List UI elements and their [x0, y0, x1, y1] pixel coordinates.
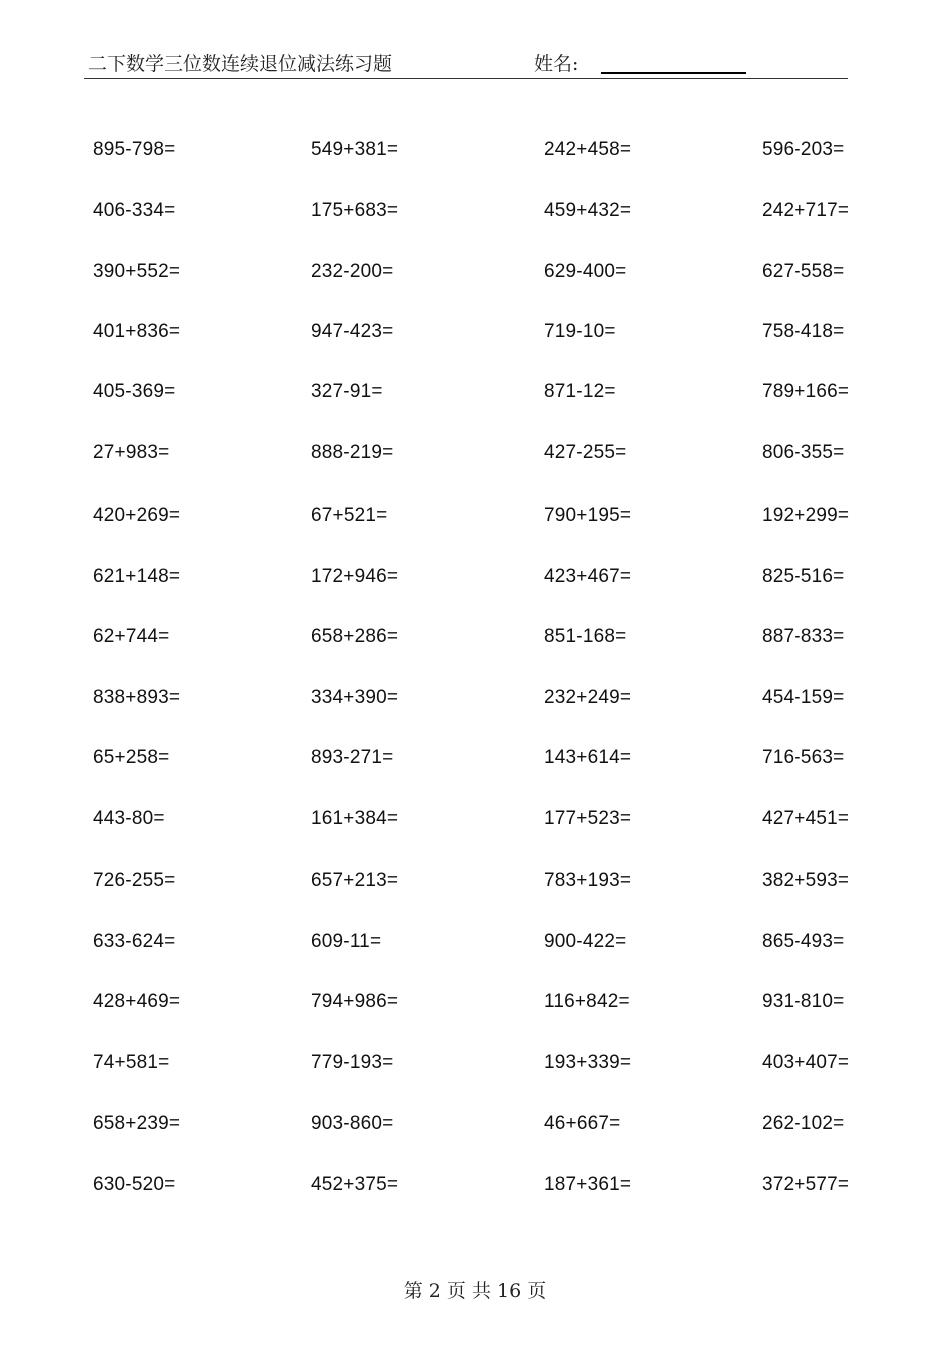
math-problem: 633-624=: [93, 931, 176, 952]
math-problem: 262-102=: [762, 1113, 845, 1134]
math-problem: 888-219=: [311, 442, 394, 463]
math-problem: 423+467=: [544, 566, 632, 587]
math-problem: 172+946=: [311, 566, 399, 587]
math-problem: 838+893=: [93, 687, 181, 708]
math-problem: 187+361=: [544, 1174, 632, 1195]
math-problem: 143+614=: [544, 747, 632, 768]
math-problem: 327-91=: [311, 381, 383, 402]
math-problem: 790+195=: [544, 505, 632, 526]
math-problem: 726-255=: [93, 870, 176, 891]
math-problem: 871-12=: [544, 381, 616, 402]
math-problem: 334+390=: [311, 687, 399, 708]
math-problem: 454-159=: [762, 687, 845, 708]
math-problem: 719-10=: [544, 321, 616, 342]
math-problem: 549+381=: [311, 139, 399, 160]
math-problem: 74+581=: [93, 1052, 170, 1073]
math-problem: 825-516=: [762, 566, 845, 587]
math-problem: 242+458=: [544, 139, 632, 160]
math-problem: 372+577=: [762, 1174, 850, 1195]
math-problem: 62+744=: [93, 626, 170, 647]
math-problem: 443-80=: [93, 808, 165, 829]
math-problem: 428+469=: [93, 991, 181, 1012]
math-problem: 177+523=: [544, 808, 632, 829]
math-problem: 621+148=: [93, 566, 181, 587]
math-problem: 390+552=: [93, 261, 181, 282]
math-problem: 193+339=: [544, 1052, 632, 1073]
math-problem: 865-493=: [762, 931, 845, 952]
math-problem: 658+286=: [311, 626, 399, 647]
math-problem: 27+983=: [93, 442, 170, 463]
math-problem: 67+521=: [311, 505, 388, 526]
math-problem: 629-400=: [544, 261, 627, 282]
math-problem: 427-255=: [544, 442, 627, 463]
math-problem: 893-271=: [311, 747, 394, 768]
math-problem: 758-418=: [762, 321, 845, 342]
math-problem: 161+384=: [311, 808, 399, 829]
math-problem: 789+166=: [762, 381, 850, 402]
math-problem: 175+683=: [311, 200, 399, 221]
name-label: 姓名:: [534, 53, 579, 75]
math-problem: 947-423=: [311, 321, 394, 342]
math-problem: 931-810=: [762, 991, 845, 1012]
math-problem: 427+451=: [762, 808, 850, 829]
math-problem: 779-193=: [311, 1052, 394, 1073]
math-problem: 903-860=: [311, 1113, 394, 1134]
math-problem: 609-11=: [311, 931, 382, 952]
math-problem: 401+836=: [93, 321, 181, 342]
math-problem: 627-558=: [762, 261, 845, 282]
math-problem: 783+193=: [544, 870, 632, 891]
math-problem: 895-798=: [93, 139, 176, 160]
math-problem: 232-200=: [311, 261, 394, 282]
math-problem: 242+717=: [762, 200, 850, 221]
math-problem: 420+269=: [93, 505, 181, 526]
math-problem: 382+593=: [762, 870, 850, 891]
math-problem: 403+407=: [762, 1052, 850, 1073]
math-problem: 232+249=: [544, 687, 632, 708]
math-problem: 406-334=: [93, 200, 176, 221]
math-problem: 459+432=: [544, 200, 632, 221]
math-problem: 794+986=: [311, 991, 399, 1012]
math-problem: 658+239=: [93, 1113, 181, 1134]
math-problem: 116+842=: [544, 991, 630, 1012]
math-problem: 405-369=: [93, 381, 176, 402]
math-problem: 806-355=: [762, 442, 845, 463]
math-problem: 630-520=: [93, 1174, 176, 1195]
math-problem: 46+667=: [544, 1113, 621, 1134]
worksheet-title: 二下数学三位数连续退位减法练习题: [88, 53, 393, 75]
math-problem: 657+213=: [311, 870, 399, 891]
math-problem: 716-563=: [762, 747, 845, 768]
page-footer: 第 2 页 共 16 页: [403, 1280, 547, 1302]
math-problem: 596-203=: [762, 139, 845, 160]
math-problem: 192+299=: [762, 505, 850, 526]
math-problem: 452+375=: [311, 1174, 399, 1195]
math-problem: 65+258=: [93, 747, 170, 768]
math-problem: 887-833=: [762, 626, 845, 647]
math-problem: 851-168=: [544, 626, 627, 647]
math-problem: 900-422=: [544, 931, 627, 952]
